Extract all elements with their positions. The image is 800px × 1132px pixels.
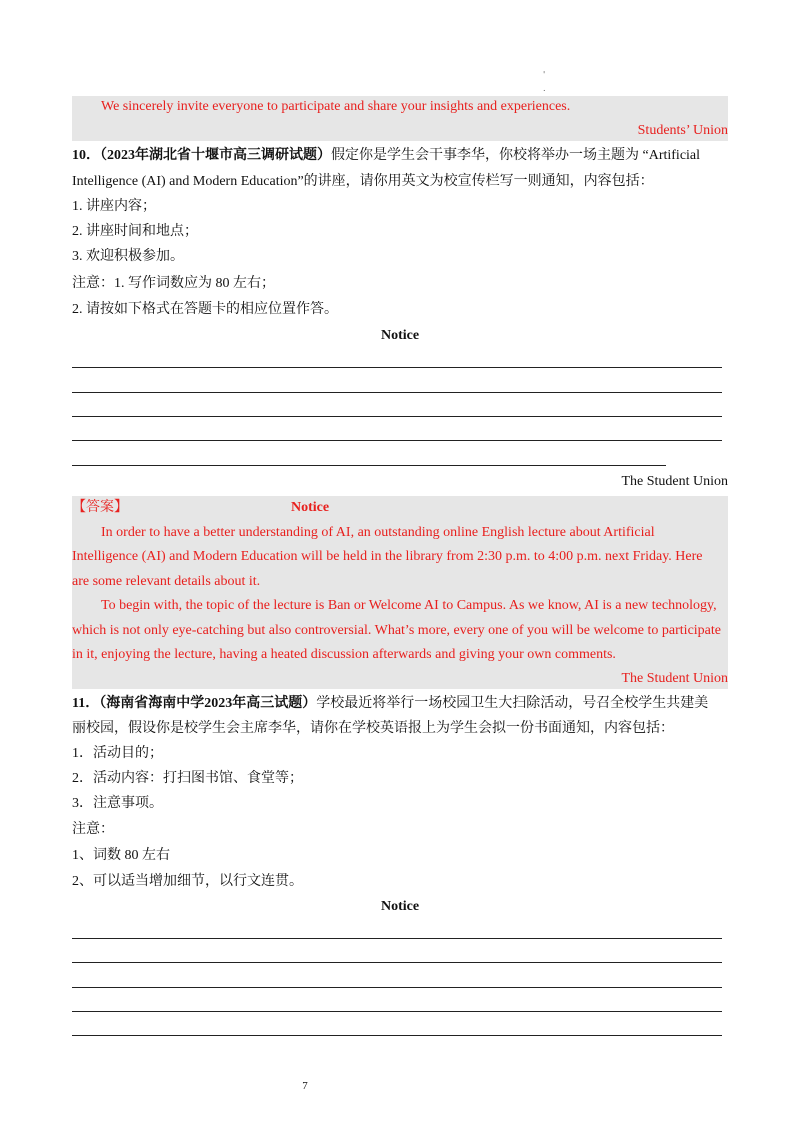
question-11-stem: 11．（海南省海南中学2023年高三试题）学校最近将举行一场校园卫生大扫除活动，号召全校学生共建美 [72,696,709,711]
note-line: 1、词数 80 左右 [72,848,170,863]
answer-label: 【答案】 [72,500,128,515]
student-union-signature: The Student Union [621,474,728,489]
answer-heading: Notice [291,500,330,515]
answer-paragraph-2: which is not only eye-catching but also controversial. What’s more, every one of you will be welcome to participate [72,623,721,638]
note-line: 2、可以适当增加细节，以行文连贯。 [72,874,303,889]
answer-paragraph-2: To begin with, the topic of the lecture is Ban or Welcome AI to Campus. As we know, AI is a new technology, [101,598,717,613]
top-mark: ' [543,70,546,79]
note-line: 注意：1. 写作词数应为 80 左右； [72,276,275,291]
requirement-item: 2. 讲座时间和地点； [72,224,198,239]
question-10-stem: 10．（2023年湖北省十堰市高三调研试题）假定你是学生会干事李华，你校将举办一场主题为 “Artificial [72,148,701,163]
answer-paragraph-1: In order to have a better understanding of AI, an outstanding online English lecture about Artificial [101,525,655,540]
note-label: 注意： [72,822,114,837]
previous-answer-line: We sincerely invite everyone to participate and share your insights and experiences. [101,99,571,114]
requirement-item: 1. 讲座内容； [72,199,156,214]
question-source: （海南省海南中学2023年高三试题） [99,696,317,711]
answer-paragraph-2: in it, enjoying the lecture, having a heated discussion afterwards and giving your own comments. [72,647,616,662]
writing-line [72,962,722,963]
question-number: 11． [72,696,100,711]
requirement-item: 2．活动内容：打扫图书馆、食堂等； [72,771,303,786]
question-11-stem-cont: 丽校园，假设你是校学生会主席李华，请你在学校英语报上为学生会拟一份书面通知，内容包括： [72,721,674,736]
previous-answer-signature: Students’ Union [637,123,728,138]
writing-line [72,416,722,417]
writing-line [72,938,722,939]
requirement-item: 3. 欢迎积极参加。 [72,249,184,264]
question-10-stem-cont: Intelligence (AI) and Modern Education”的讲座，请你用英文为校宣传栏写一则通知，内容包括： [72,174,654,189]
writing-line [72,465,666,466]
notice-heading: Notice [380,899,420,914]
answer-signature: The Student Union [621,671,728,686]
answer-paragraph-1: Intelligence (AI) and Modern Education will be held in the library from 2:30 p.m. to 4:00 p.m. next Friday. Here [72,549,703,564]
writing-line [72,392,722,393]
writing-line [72,1035,722,1036]
top-mark: . [543,84,546,93]
writing-line [72,987,722,988]
page-number: 7 [302,1080,308,1092]
requirement-item: 1．活动目的； [72,746,163,761]
writing-line [72,440,722,441]
writing-line [72,367,722,368]
writing-line [72,1011,722,1012]
question-number: 10． [72,148,100,163]
notice-heading: Notice [380,328,420,343]
requirement-item: 3．注意事项。 [72,796,163,811]
question-source: （2023年湖北省十堰市高三调研试题） [100,148,331,163]
answer-paragraph-1: are some relevant details about it. [72,574,261,589]
note-line: 2. 请按如下格式在答题卡的相应位置作答。 [72,302,338,317]
